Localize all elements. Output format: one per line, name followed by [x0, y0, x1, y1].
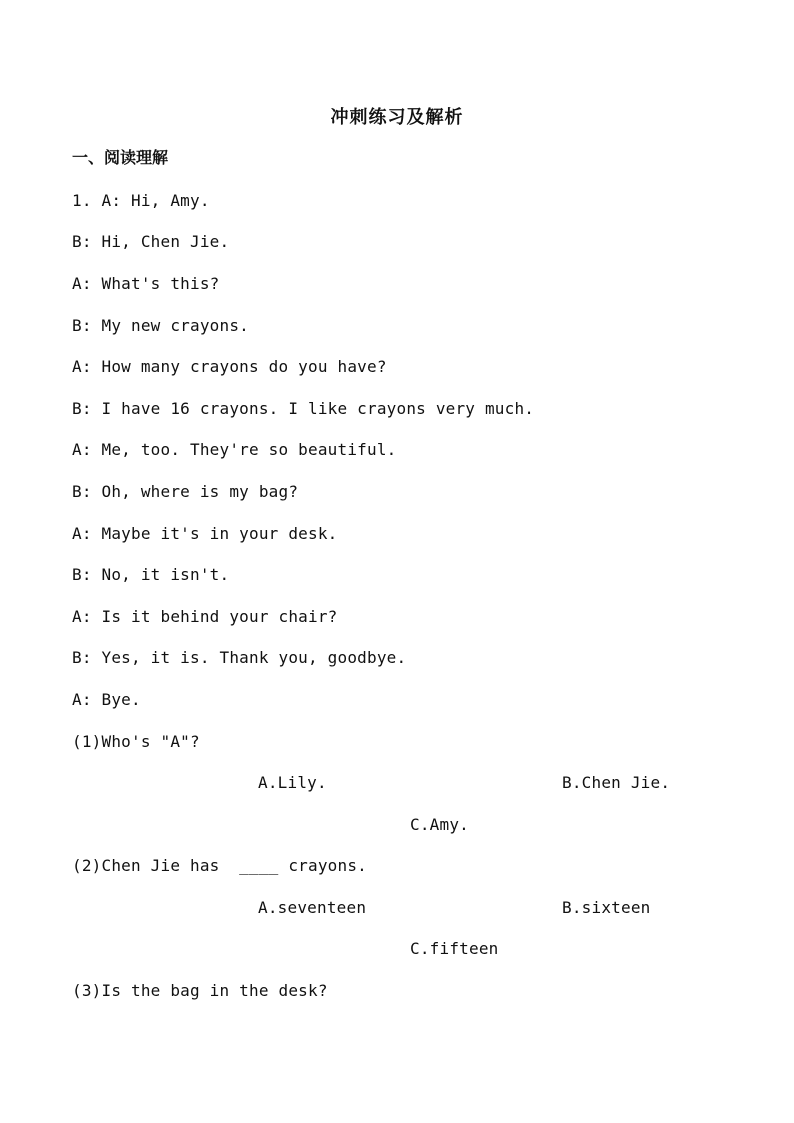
- dialogue-line: 1. A: Hi, Amy.: [72, 191, 210, 210]
- dialogue-line: B: No, it isn't.: [72, 565, 230, 584]
- answer-option: B.sixteen: [562, 898, 651, 917]
- answer-option: B.Chen Jie.: [562, 773, 671, 792]
- dialogue-line: B: Yes, it is. Thank you, goodbye.: [72, 648, 407, 667]
- question-stem: (1)Who's "A"?: [72, 732, 200, 751]
- section-heading: 一、阅读理解: [72, 148, 169, 167]
- answer-option: C.Amy.: [410, 815, 469, 834]
- dialogue-line: A: Me, too. They're so beautiful.: [72, 440, 397, 459]
- dialogue-line: B: Hi, Chen Jie.: [72, 232, 230, 251]
- document-title: 冲刺练习及解析: [330, 107, 464, 128]
- dialogue-line: A: Is it behind your chair?: [72, 607, 338, 626]
- dialogue-line: B: My new crayons.: [72, 316, 249, 335]
- dialogue-line: B: Oh, where is my bag?: [72, 482, 299, 501]
- dialogue-line: B: I have 16 crayons. I like crayons very much.: [72, 399, 535, 418]
- question-stem: (3)Is the bag in the desk?: [72, 981, 328, 1000]
- answer-option: A.Lily.: [258, 773, 327, 792]
- dialogue-line: A: Maybe it's in your desk.: [72, 524, 338, 543]
- dialogue-line: A: How many crayons do you have?: [72, 357, 387, 376]
- question-stem: (2)Chen Jie has ____ crayons.: [72, 856, 367, 875]
- answer-option: C.fifteen: [410, 939, 499, 958]
- answer-option: A.seventeen: [258, 898, 367, 917]
- dialogue-line: A: What's this?: [72, 274, 220, 293]
- dialogue-line: A: Bye.: [72, 690, 141, 709]
